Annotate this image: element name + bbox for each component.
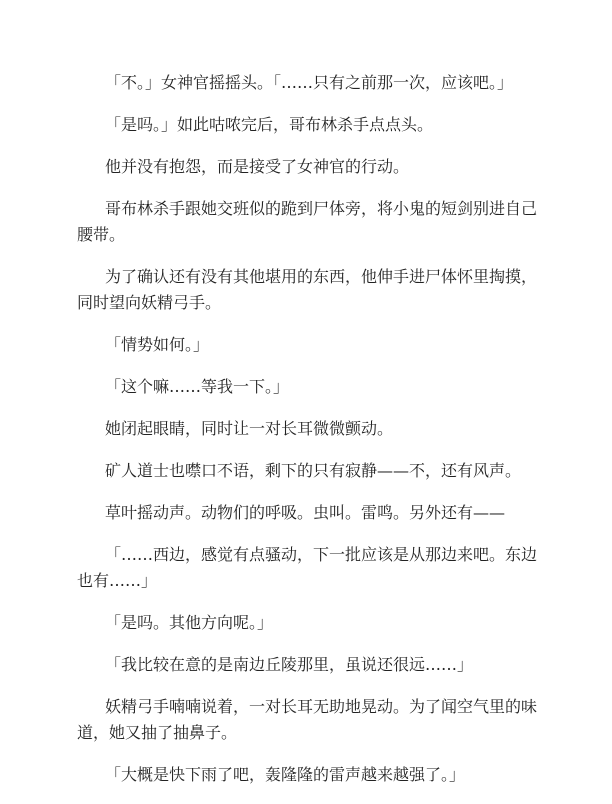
paragraph: 「不。」女神官摇摇头。「……只有之前那一次，应该吧。」 <box>105 73 514 92</box>
paragraph: 她闭起眼睛，同时让一对长耳微微颤动。 <box>105 419 394 438</box>
paragraph: 妖精弓手喃喃说着，一对长耳无助地晃动。为了闻空气里的味道，她又抽了抽鼻子。 <box>77 697 538 742</box>
body-text <box>77 70 547 804</box>
paragraph: 草叶摇动声。动物们的呼吸。虫叫。雷鸣。另外还有—— <box>105 503 506 522</box>
paragraph: 为了确认还有没有其他堪用的东西，他伸手进尸体怀里掏摸，同时望向妖精弓手。 <box>77 267 538 312</box>
paragraph: 「情势如何。」 <box>105 335 210 354</box>
paragraph: 「……西边，感觉有点骚动，下一批应该是从那边来吧。东边也有……」 <box>77 545 538 590</box>
paragraph: 「这个嘛……等我一下。」 <box>105 377 290 396</box>
paragraph: 哥布林杀手跟她交班似的跪到尸体旁，将小鬼的短剑别进自己腰带。 <box>77 199 538 244</box>
paragraph: 「大概是快下雨了吧，轰隆隆的雷声越来越强了。」 <box>105 765 466 784</box>
paragraph: 矿人道士也噤口不语，剩下的只有寂静——不，还有风声。 <box>105 461 522 480</box>
paragraph: 他并没有抱怨，而是接受了女神官的行动。 <box>105 157 410 176</box>
paragraph: 「我比较在意的是南边丘陵那里，虽说还很远……」 <box>105 655 474 674</box>
paragraph: 「是吗。其他方向呢。」 <box>105 613 274 632</box>
paragraph: 「是吗。」如此咕哝完后，哥布林杀手点点头。 <box>105 115 434 134</box>
